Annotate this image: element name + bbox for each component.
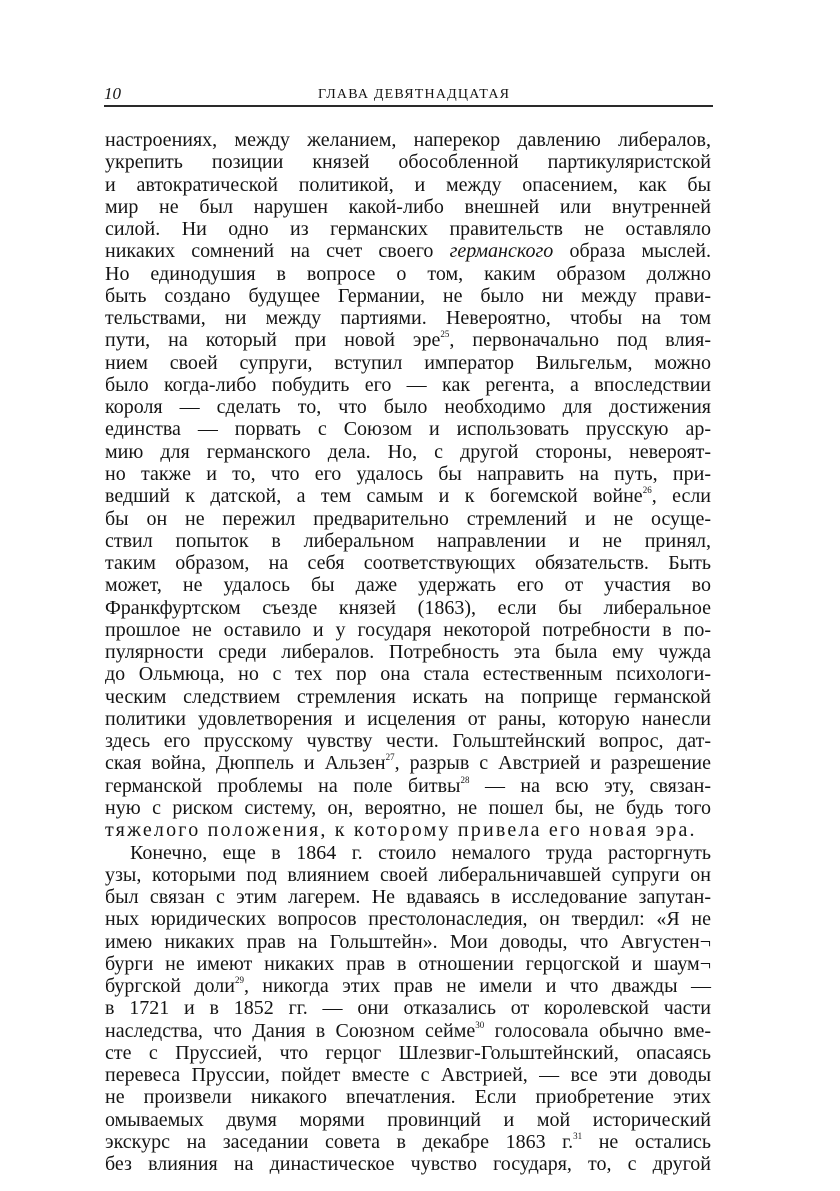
text-run: силой. Ни одно из германских правительств не оставляло (105, 218, 711, 241)
text-line (105, 1086, 711, 1108)
text-line (105, 931, 711, 953)
text-line (105, 396, 711, 418)
body-text (105, 129, 711, 1175)
text-line (105, 775, 711, 797)
text-run: , разрыв с Австрией и разрешение (394, 752, 711, 775)
text-line (105, 1109, 711, 1131)
text-run: бурги не имеют никаких прав в отношении герцогской и шаум¬ (105, 952, 711, 975)
text-run: но также и то, что его удалось бы направить на путь, при- (105, 462, 711, 485)
text-line (105, 352, 711, 374)
text-line (105, 975, 711, 997)
text-run: таким образом, на себя соответствующих обязательств. Быть (105, 552, 711, 575)
text-line (105, 1042, 711, 1064)
footnote-ref: 29 (234, 975, 244, 986)
text-run: образа мыслей. (553, 240, 711, 263)
text-line (105, 953, 711, 975)
text-line (105, 752, 711, 774)
footnote-ref: 31 (573, 1130, 583, 1141)
text-run: единства — порвать с Союзом и использовать прусскую ар- (105, 418, 711, 441)
text-line (105, 441, 711, 463)
text-run: было когда-либо побудить его — как регента, а впоследствии (105, 373, 711, 396)
text-run: бы он не пережил предварительно стремлений и не осуще- (105, 507, 711, 530)
text-line (105, 908, 711, 930)
text-run: , первоначально под влия- (449, 329, 711, 352)
text-run: нием своей супруги, вступил император Вильгельм, можно (105, 351, 711, 374)
header-rule (104, 105, 713, 107)
text-line (105, 663, 711, 685)
text-run: ную с риском систему, он, вероятно, не пошел бы, не будь того (105, 796, 711, 819)
text-run: не остались (582, 1130, 711, 1153)
text-run: германской проблемы на поле битвы (105, 774, 461, 797)
text-run: политики удовлетворения и исцеления от раны, которую нанесли (105, 707, 711, 730)
text-run: без влияния на династическое чувство государя, то, с другой (105, 1153, 711, 1176)
text-line (105, 485, 711, 507)
text-run: никаких сомнений на счет своего (105, 240, 450, 263)
running-header (104, 85, 713, 109)
text-line (105, 196, 711, 218)
text-run: был связан с этим лагерем. Не вдаваясь в исследование запутан- (105, 886, 711, 909)
text-run: перевеса Пруссии, пойдет вместе с Австрией, — все эти доводы (105, 1064, 711, 1087)
text-line (105, 263, 711, 285)
text-line (105, 730, 711, 752)
text-line (105, 864, 711, 886)
text-line (105, 997, 711, 1019)
text-run: укрепить позиции князей обособленной партикуляристской (105, 151, 711, 174)
chapter-title: ГЛАВА ДЕВЯТНАДЦАТАЯ (318, 87, 511, 102)
text-line (105, 641, 711, 663)
text-run: , если (651, 485, 712, 508)
text-run: Но единодушия в вопросе о том, каким образом должно (105, 262, 711, 285)
text-line (105, 1131, 711, 1153)
footnote-ref: 30 (475, 1019, 485, 1030)
text-run: узы, которыми под влиянием своей либеральничавшей супруги он (105, 863, 711, 886)
text-line (105, 842, 711, 864)
text-run: бургской доли (105, 975, 235, 998)
text-line (105, 418, 711, 440)
text-line (105, 174, 711, 196)
text-run: , никогда этих прав не имели и что дважды — (243, 975, 711, 998)
footnote-ref: 25 (440, 329, 450, 340)
text-run: — на всю эту, связан- (469, 774, 711, 797)
text-run: прошлое не оставило и у государя некоторой потребности в по- (105, 618, 711, 641)
text-line (105, 686, 711, 708)
text-run: мир не был нарушен какой-либо внешней или внутренней (105, 195, 711, 218)
text-run: может, не удалось бы даже удержать его от участия во (105, 574, 711, 597)
text-line (105, 819, 711, 841)
text-line (105, 552, 711, 574)
text-run: омываемых двумя морями провинций и мой исторический (105, 1108, 711, 1131)
text-line (105, 374, 711, 396)
text-run: голосовала обычно вме- (484, 1019, 711, 1042)
text-line (105, 797, 711, 819)
text-run: ведший к датской, а тем самым и к богемской войне (105, 485, 643, 508)
text-run: ческим следствием стремления искать на поприще германской (105, 685, 711, 708)
text-line (105, 463, 711, 485)
text-run: Франкфуртском съезде князей (1863), если бы либеральное (105, 596, 711, 619)
italic-text: германского (449, 240, 554, 263)
text-line (105, 285, 711, 307)
text-run: не произвели никакого впечатления. Если приобретение этих (105, 1086, 711, 1109)
text-run: до Ольмюца, но с тех пор она стала естественным психологи- (105, 663, 711, 686)
text-run: ных юридических вопросов престолонаследия, он твердил: «Я не (105, 908, 711, 931)
text-line (105, 329, 711, 351)
text-line (105, 240, 711, 262)
text-line (105, 619, 711, 641)
text-line (105, 597, 711, 619)
footnote-ref: 27 (385, 752, 395, 763)
footnote-ref: 28 (460, 774, 470, 785)
text-run: настроениях, между желанием, наперекор давлению либералов, (105, 129, 711, 151)
page-number: 10 (104, 84, 121, 103)
text-line (105, 1153, 711, 1175)
text-run: и автократической политикой, и между опасением, как бы (105, 173, 711, 196)
text-run: пулярности среди либералов. Потребность эта была ему чужда (105, 641, 711, 664)
text-line (105, 508, 711, 530)
text-line (105, 708, 711, 730)
text-line (105, 218, 711, 240)
text-run: короля — сделать то, что было необходимо для достижения (105, 396, 711, 419)
text-line (105, 530, 711, 552)
text-run: здесь его прусскому чувству чести. Гольштейнский вопрос, дат- (105, 730, 711, 753)
text-line (105, 574, 711, 596)
text-run: наследства, что Дания в Союзном сейме (105, 1019, 476, 1042)
text-run: ская война, Дюппель и Альзен (105, 752, 386, 775)
text-run: тельствами, ни между партиями. Невероятно, чтобы на том (105, 307, 711, 330)
spaced-text: тяжелого положения, к которому привела его новая эра. (105, 819, 697, 842)
text-line (105, 1064, 711, 1086)
text-line (105, 886, 711, 908)
text-run: имею никаких прав на Гольштейн». Мои доводы, что Августен¬ (105, 930, 711, 953)
text-run: Конечно, еще в 1864 г. стоило немалого труда расторгнуть (130, 841, 711, 864)
footnote-ref: 26 (642, 485, 652, 496)
text-run: мию для германского дела. Но, с другой стороны, невероят- (105, 440, 711, 463)
text-run: в 1721 и в 1852 гг. — они отказались от королевской части (105, 997, 711, 1020)
text-line (105, 1020, 711, 1042)
text-run: экскурс на заседании совета в декабре 1863 г. (105, 1130, 574, 1153)
text-run: ствил попыток в либеральном направлении и не принял, (105, 529, 711, 552)
text-run: быть создано будущее Германии, не было ни между прави- (105, 284, 711, 307)
text-line (105, 307, 711, 329)
text-line (105, 151, 711, 173)
text-run: сте с Пруссией, что герцог Шлезвиг-Гольштейнский, опасаясь (105, 1041, 711, 1064)
text-run: пути, на который при новой эре (105, 329, 441, 352)
text-line (105, 129, 711, 151)
